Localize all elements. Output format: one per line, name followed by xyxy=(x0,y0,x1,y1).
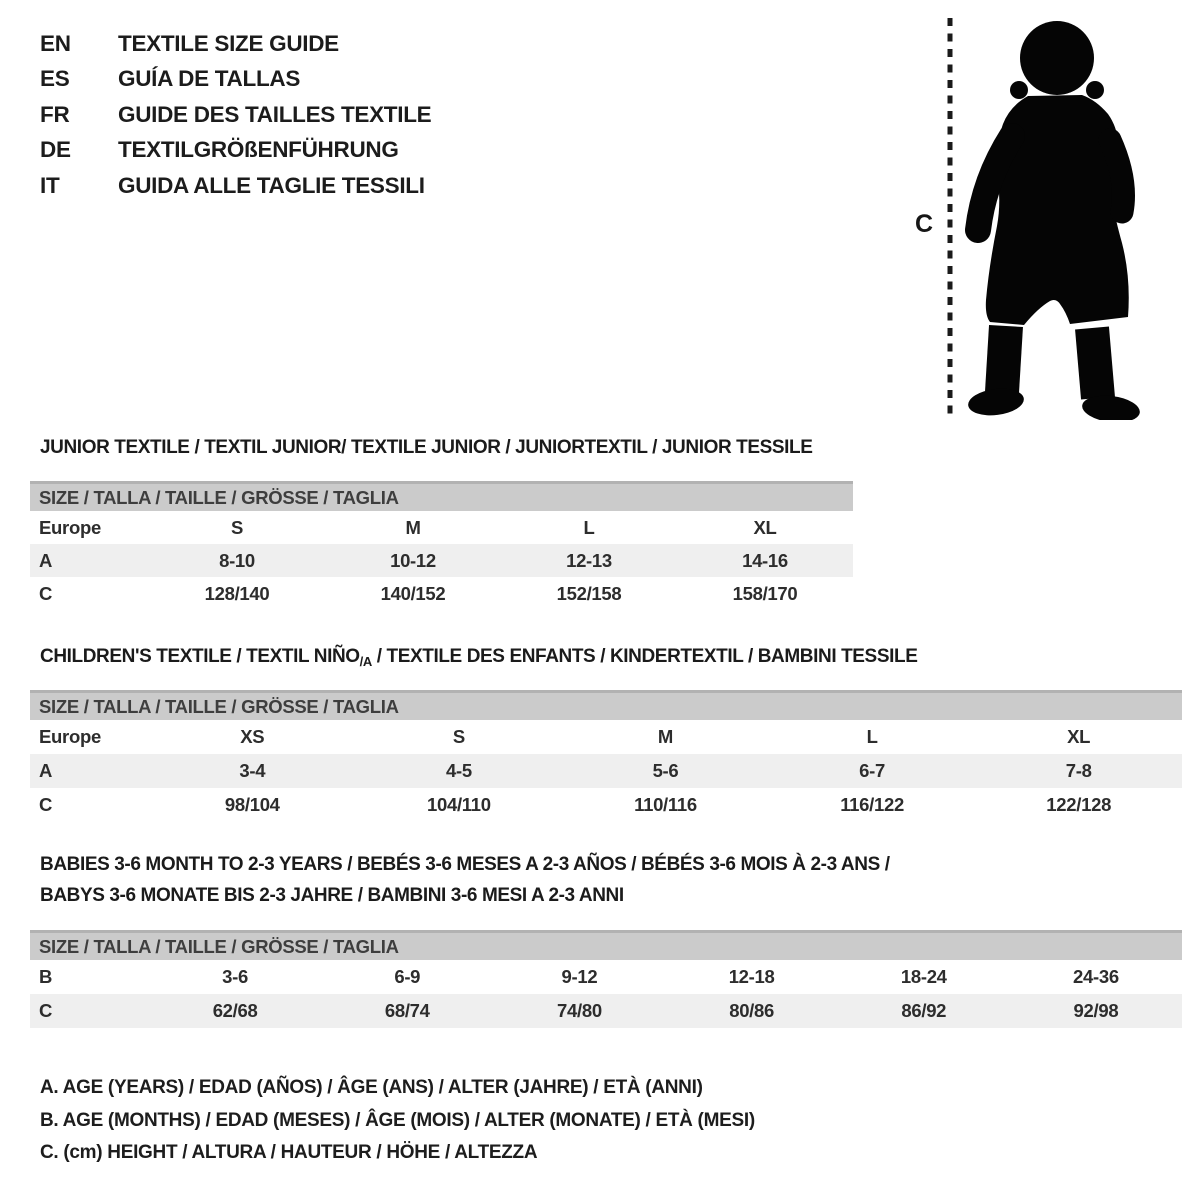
value-cell: 9-12 xyxy=(561,966,598,987)
children-size-table xyxy=(30,690,1182,822)
children-row-europe xyxy=(30,720,1182,754)
value-cell: 140/152 xyxy=(380,582,446,604)
children-title-part1: CHILDREN'S TEXTILE / TEXTIL NIÑO xyxy=(40,646,360,667)
value-cell: 12-18 xyxy=(728,966,775,987)
children-row-age xyxy=(30,754,1182,788)
size-col-header: S xyxy=(230,516,244,538)
language-code: FR xyxy=(40,101,70,127)
value-cell: 104/110 xyxy=(427,794,491,815)
row-label: Europe xyxy=(39,726,101,747)
value-cell: 152/158 xyxy=(556,582,622,604)
language-code: EN xyxy=(40,30,71,56)
value-cell: 24-36 xyxy=(1073,966,1119,987)
junior-row-age xyxy=(30,544,853,577)
row-label: A xyxy=(39,760,53,781)
baby-silhouette-figure xyxy=(900,8,1150,420)
value-cell: 10-12 xyxy=(390,549,436,571)
value-cell: 6-9 xyxy=(394,966,421,987)
value-cell: 128/140 xyxy=(204,582,270,604)
language-row-en xyxy=(40,26,431,62)
value-cell: 92/98 xyxy=(1073,1000,1119,1021)
children-title-part3: / TEXTILE DES ENFANTS / KINDERTEXTIL / BAMBINI TESSILE xyxy=(371,646,918,667)
language-row-es xyxy=(40,62,431,98)
junior-size-header-bar: SIZE / TALLA / TAILLE / GRÖSSE / TAGLIA xyxy=(30,481,853,511)
babies-section-title xyxy=(40,849,890,911)
language-code: ES xyxy=(40,66,70,92)
guide-title-en: TEXTILE SIZE GUIDE xyxy=(118,30,339,56)
children-title-suffix: /A xyxy=(359,654,372,669)
babies-row-months xyxy=(30,960,1182,994)
toddler-silhouette xyxy=(967,21,1142,420)
babies-size-header-bar: SIZE / TALLA / TAILLE / GRÖSSE / TAGLIA xyxy=(30,930,1182,960)
value-cell: 18-24 xyxy=(900,966,947,987)
value-cell: 3-6 xyxy=(222,966,248,987)
babies-row-height xyxy=(30,994,1182,1028)
value-cell: 4-5 xyxy=(445,760,472,781)
value-cell: 98/104 xyxy=(224,794,280,815)
size-col-header: M xyxy=(405,516,421,538)
size-col-header: XS xyxy=(240,726,265,747)
value-cell: 3-4 xyxy=(239,760,266,781)
height-measure-label: C xyxy=(915,210,934,238)
children-size-header-bar: SIZE / TALLA / TAILLE / GRÖSSE / TAGLIA xyxy=(30,690,1182,720)
value-cell: 12-13 xyxy=(566,549,612,571)
value-cell: 158/170 xyxy=(732,582,798,604)
babies-title-line2: BABYS 3-6 MONATE BIS 2-3 JAHRE / BAMBINI 3-6 MESI A 2-3 ANNI xyxy=(40,885,624,906)
guide-title-es: GUÍA DE TALLAS xyxy=(118,66,301,92)
row-label: C xyxy=(39,794,53,815)
value-cell: 80/86 xyxy=(729,1000,774,1021)
guide-title-it: GUIDA ALLE TAGLIE TESSILI xyxy=(118,172,425,198)
junior-size-table xyxy=(30,481,853,610)
footnote-height-cm: C. (cm) HEIGHT / ALTURA / HAUTEUR / HÖHE / ALTEZZA xyxy=(40,1142,538,1163)
size-col-header: XL xyxy=(1067,726,1091,747)
junior-row-europe xyxy=(30,511,853,544)
value-cell: 74/80 xyxy=(557,1000,602,1021)
size-col-header: M xyxy=(657,726,674,747)
language-code: IT xyxy=(40,172,60,198)
junior-row-height xyxy=(30,577,853,610)
size-col-header: L xyxy=(866,726,878,747)
guide-title-fr: GUIDE DES TAILLES TEXTILE xyxy=(118,101,432,127)
value-cell: 7-8 xyxy=(1065,760,1092,781)
value-cell: 110/116 xyxy=(634,794,697,815)
value-cell: 14-16 xyxy=(742,549,788,571)
language-row-de xyxy=(40,133,431,169)
value-cell: 116/122 xyxy=(840,794,904,815)
babies-size-table xyxy=(30,930,1182,1028)
language-row-fr xyxy=(40,97,431,133)
language-row-it xyxy=(40,168,431,204)
value-cell: 122/128 xyxy=(1046,794,1112,815)
children-row-height xyxy=(30,788,1182,822)
row-label: Europe xyxy=(39,516,101,538)
footnote-age-months: B. AGE (MONTHS) / EDAD (MESES) / ÂGE (MOIS) / ALTER (MONATE) / ETÀ (MESI) xyxy=(40,1109,755,1131)
row-label: A xyxy=(39,549,53,571)
size-col-header: L xyxy=(583,516,595,538)
row-label: C xyxy=(39,582,53,604)
language-header xyxy=(40,26,431,204)
value-cell: 62/68 xyxy=(212,1000,258,1021)
row-label: C xyxy=(39,1000,53,1021)
value-cell: 86/92 xyxy=(901,1000,947,1021)
junior-section-title: JUNIOR TEXTILE / TEXTIL JUNIOR/ TEXTILE JUNIOR / JUNIORTEXTIL / JUNIOR TESSILE xyxy=(40,437,813,458)
language-code: DE xyxy=(40,137,71,163)
footnote-age-years: A. AGE (YEARS) / EDAD (AÑOS) / ÂGE (ANS) / ALTER (JAHRE) / ETÀ (ANNI) xyxy=(40,1077,703,1098)
babies-title-line1: BABIES 3-6 MONTH TO 2-3 YEARS / BEBÉS 3-6 MESES A 2-3 AÑOS / BÉBÉS 3-6 MOIS À 2-3 ANS / xyxy=(40,854,890,875)
value-cell: 5-6 xyxy=(652,760,679,781)
footnotes xyxy=(40,1072,755,1170)
value-cell: 6-7 xyxy=(859,760,885,781)
size-col-header: XL xyxy=(753,516,777,538)
value-cell: 8-10 xyxy=(219,549,255,571)
guide-title-de: TEXTILGRÖßENFÜHRUNG xyxy=(118,137,399,163)
row-label: B xyxy=(39,966,53,987)
size-col-header: S xyxy=(452,726,465,747)
children-section-title xyxy=(40,646,917,669)
value-cell: 68/74 xyxy=(384,1000,430,1021)
